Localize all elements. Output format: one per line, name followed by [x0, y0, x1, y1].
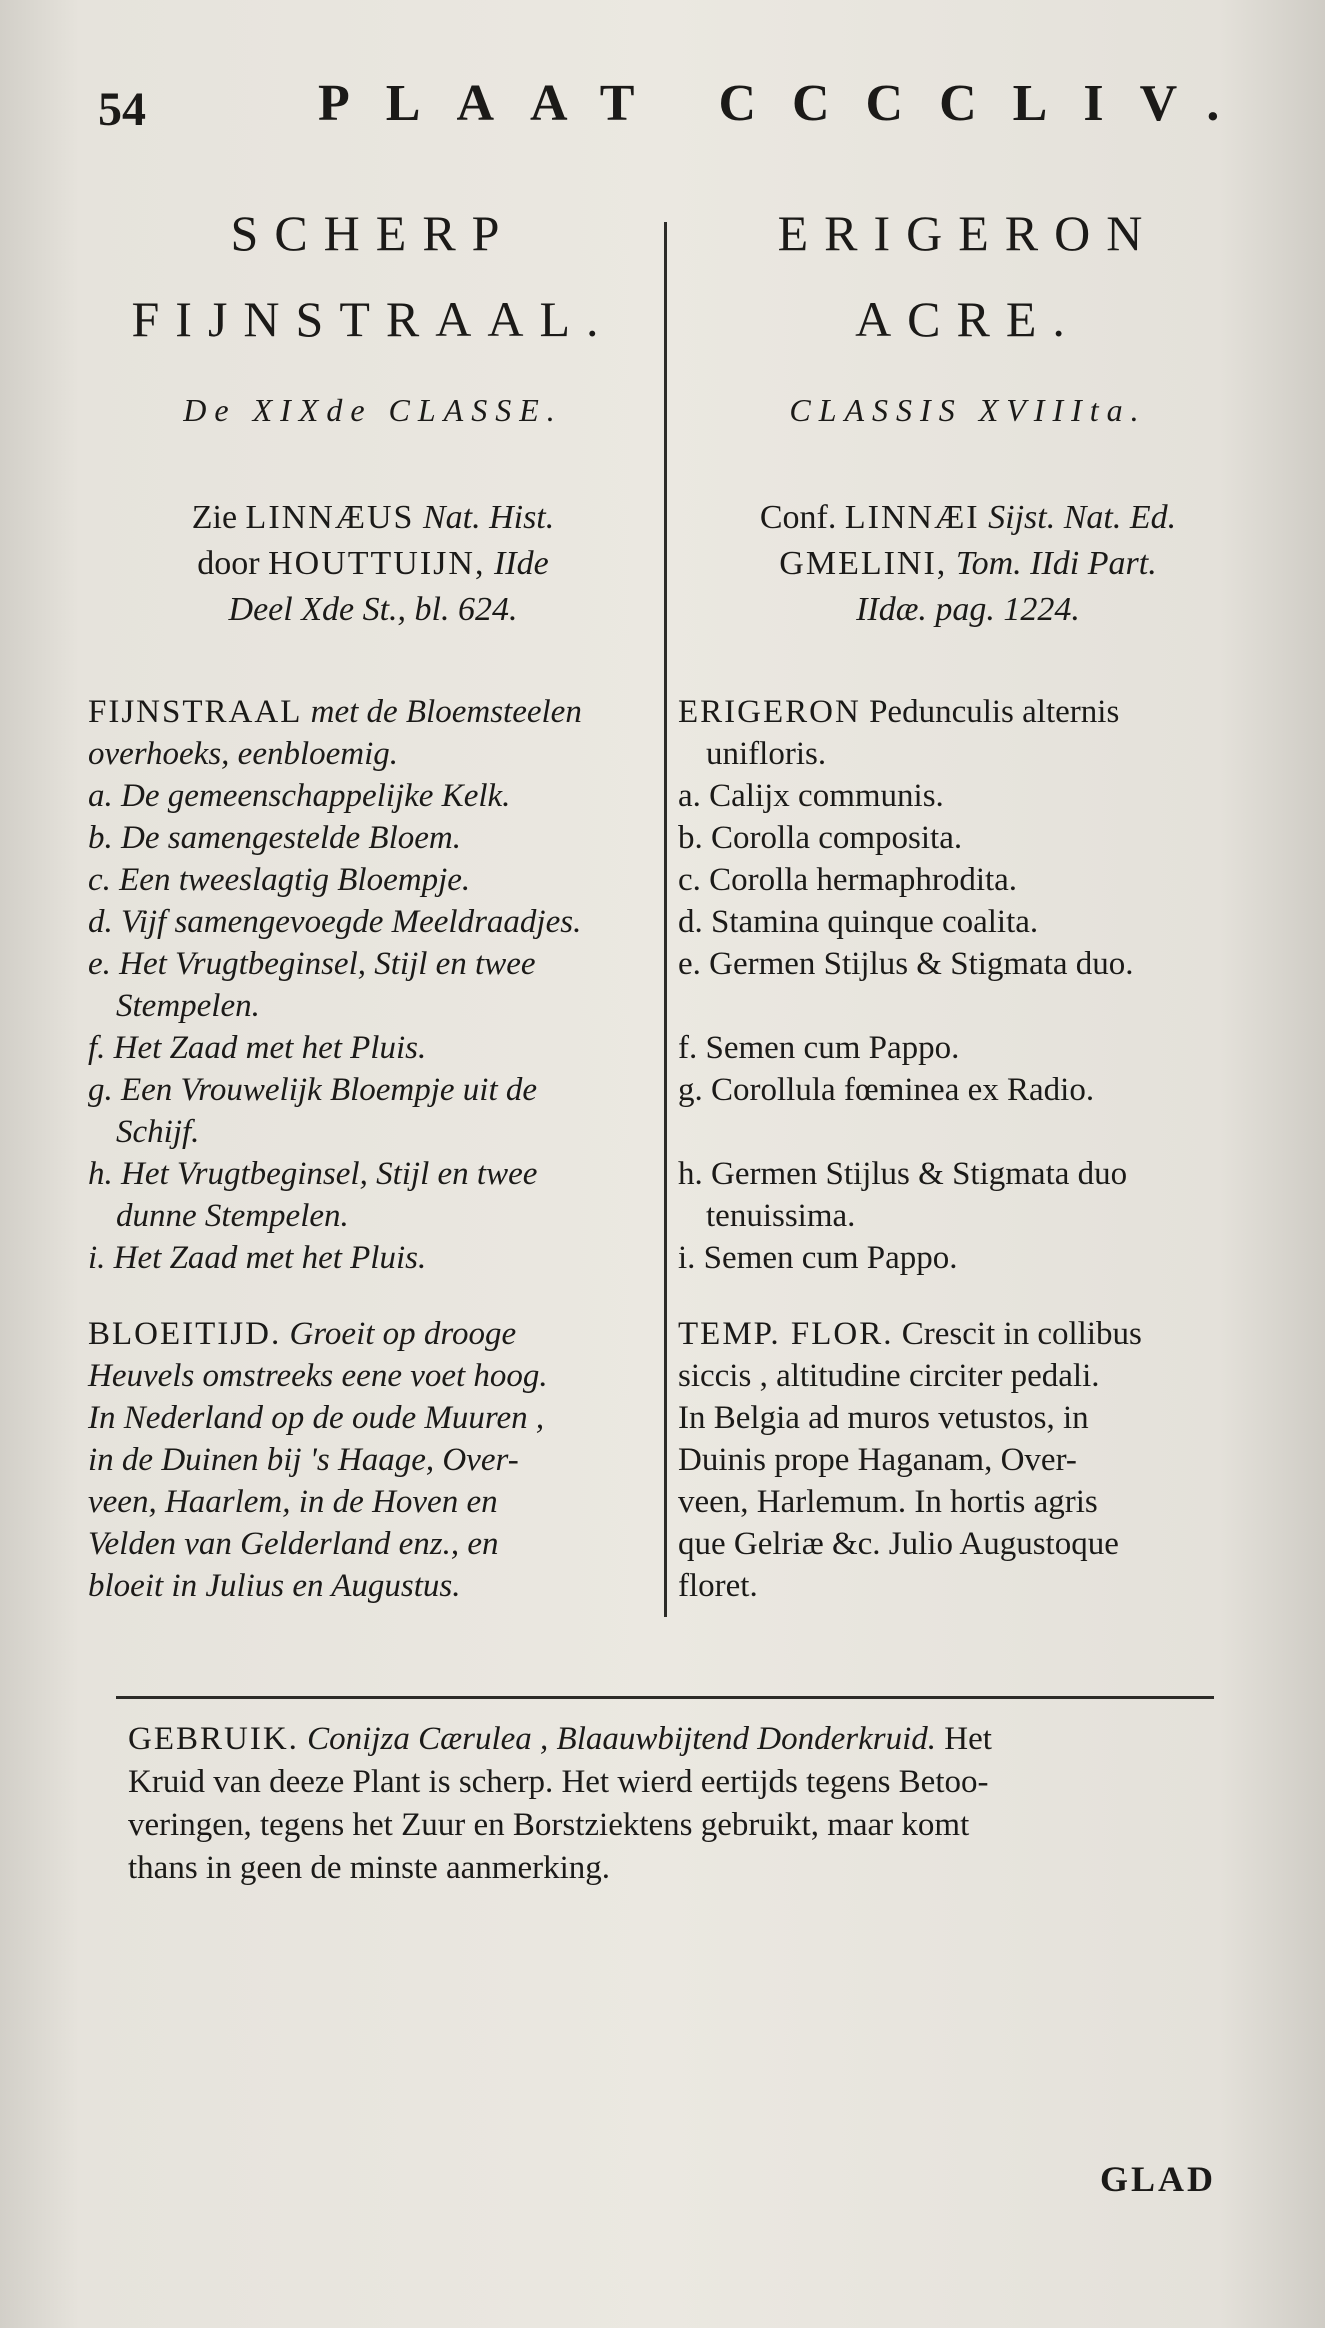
flowering-label: BLOEITIJD. [88, 1316, 282, 1352]
flowering-text: veen, Haarlem, in de Hoven en [88, 1484, 498, 1520]
spacer [678, 985, 1258, 1027]
ref-translator: HOUTTUIJN, [268, 545, 486, 582]
flowering-text: floret. [678, 1568, 758, 1604]
usage-text: thans in geen de minste aanmerking. [128, 1850, 611, 1886]
dutch-reference [88, 495, 658, 633]
usage-text: veringen, tegens het Zuur en Borstziektens gebruikt, maar komt [128, 1807, 970, 1843]
figure-item: i. Het Zaad met het Pluis. [88, 1240, 427, 1276]
figure-item: b. De samengestelde Bloem. [88, 820, 461, 856]
flowering-text: Heuvels omstreeks eene voet hoog. [88, 1358, 548, 1394]
figure-item: c. Een tweeslagtig Bloempje. [88, 862, 471, 898]
ref-work: Sijst. Nat. Ed. [988, 499, 1177, 536]
ref-editor: GMELINI, [779, 545, 948, 582]
flowering-text: Duinis prope Haganam, Over- [678, 1442, 1077, 1478]
flowering-text: siccis , altitudine circiter pedali. [678, 1358, 1100, 1394]
figure-item-cont: dunne Stempelen. [116, 1198, 349, 1234]
genus-description: met de Bloemsteelen [310, 694, 582, 730]
figure-item: h. Germen Stijlus & Stigmata duo [678, 1156, 1128, 1192]
figure-item: i. Semen cum Pappo. [678, 1240, 958, 1276]
latin-reference [678, 495, 1258, 633]
figure-item: d. Vijf samengevoegde Meeldraadjes. [88, 904, 582, 940]
catchword: GLAD [1100, 2159, 1217, 2199]
flowering-text: Groeit op drooge [289, 1316, 517, 1352]
ref-word: Zie [191, 499, 238, 536]
flowering-text: que Gelriæ &c. Julio Augustoque [678, 1526, 1119, 1562]
genus-description-cont: unifloris. [706, 736, 827, 772]
figure-item: f. Het Zaad met het Pluis. [88, 1030, 427, 1066]
figure-item: d. Stamina quinque coalita. [678, 904, 1039, 940]
ref-volume: Deel Xde St., bl. 624. [228, 591, 518, 628]
usage-text: Het [944, 1721, 992, 1757]
ref-part: Tom. IIdi Part. [955, 545, 1157, 582]
figure-item: e. Het Vrugtbeginsel, Stijl en twee [88, 946, 536, 982]
usage-names: Conijza Cærulea , Blaauwbijtend Donderkruid. [307, 1721, 937, 1757]
ref-author: LINNÆI [844, 499, 980, 536]
flowering-time-latin [678, 1313, 1258, 1607]
figure-item-cont: Stempelen. [116, 988, 260, 1024]
ref-author: LINNÆUS [245, 499, 415, 536]
genus-name: FIJNSTRAAL [88, 694, 303, 730]
latin-title-line-1: ERIGERON [777, 205, 1159, 261]
figure-item: e. Germen Stijlus & Stigmata duo. [678, 946, 1134, 982]
latin-description [678, 691, 1258, 1279]
flowering-text: Velden van Gelderland enz., en [88, 1526, 499, 1562]
dutch-class: De XIXde CLASSE. [183, 392, 563, 428]
figure-item: f. Semen cum Pappo. [678, 1030, 960, 1066]
genus-description-cont: overhoeks, eenbloemig. [88, 736, 399, 772]
genus-description: Pedunculis alternis [869, 694, 1120, 730]
flowering-text: bloeit in Julius en Augustus. [88, 1568, 461, 1604]
section-divider [116, 1696, 1214, 1699]
flowering-text: in de Duinen bij 's Haage, Over- [88, 1442, 519, 1478]
latin-title-line-2: ACRE. [855, 291, 1081, 347]
dutch-title-line-2: FIJNSTRAAL. [131, 291, 615, 347]
figure-item: g. Een Vrouwelijk Bloempje uit de [88, 1072, 538, 1108]
page-number: 54 [98, 83, 146, 136]
usage-text: Kruid van deeze Plant is scherp. Het wierd eertijds tegens Betoo- [128, 1764, 989, 1800]
latin-class: CLASSIS XVIIIta. [789, 392, 1147, 428]
figure-item: b. Corolla composita. [678, 820, 963, 856]
spacer [678, 1111, 1258, 1153]
figure-item: h. Het Vrugtbeginsel, Stijl en twee [88, 1156, 538, 1192]
usage-label: GEBRUIK. [128, 1721, 299, 1757]
ref-word: Conf. [759, 499, 837, 536]
column-divider [664, 222, 667, 1617]
dutch-title-line-1: SCHERP [230, 205, 516, 261]
figure-item: a. Calijx communis. [678, 778, 944, 814]
plate-heading: PLAAT CCCCLIV. [318, 75, 1256, 132]
flowering-text: veen, Harlemum. In hortis agris [678, 1484, 1098, 1520]
flowering-text: In Nederland op de oude Muuren , [88, 1400, 545, 1436]
flowering-text: In Belgia ad muros vetustos, in [678, 1400, 1089, 1436]
ref-page: IIdæ. pag. 1224. [856, 591, 1080, 628]
flowering-text: Crescit in collibus [901, 1316, 1142, 1352]
flowering-label: TEMP. FLOR. [678, 1316, 894, 1352]
flowering-time-dutch [88, 1313, 658, 1607]
dutch-description [88, 691, 658, 1279]
ref-part: IIde [493, 545, 549, 582]
ref-work: Nat. Hist. [422, 499, 555, 536]
usage-paragraph [128, 1718, 1238, 1890]
figure-item: g. Corollula fœminea ex Radio. [678, 1072, 1095, 1108]
figure-item-cont: Schijf. [116, 1114, 200, 1150]
dutch-column [88, 190, 658, 1607]
figure-item: c. Corolla hermaphrodita. [678, 862, 1018, 898]
latin-column [678, 190, 1258, 1607]
figure-item-cont: tenuissima. [706, 1198, 856, 1234]
figure-item: a. De gemeenschappelijke Kelk. [88, 778, 511, 814]
genus-name: ERIGERON [678, 694, 861, 730]
ref-word: door [197, 545, 260, 582]
